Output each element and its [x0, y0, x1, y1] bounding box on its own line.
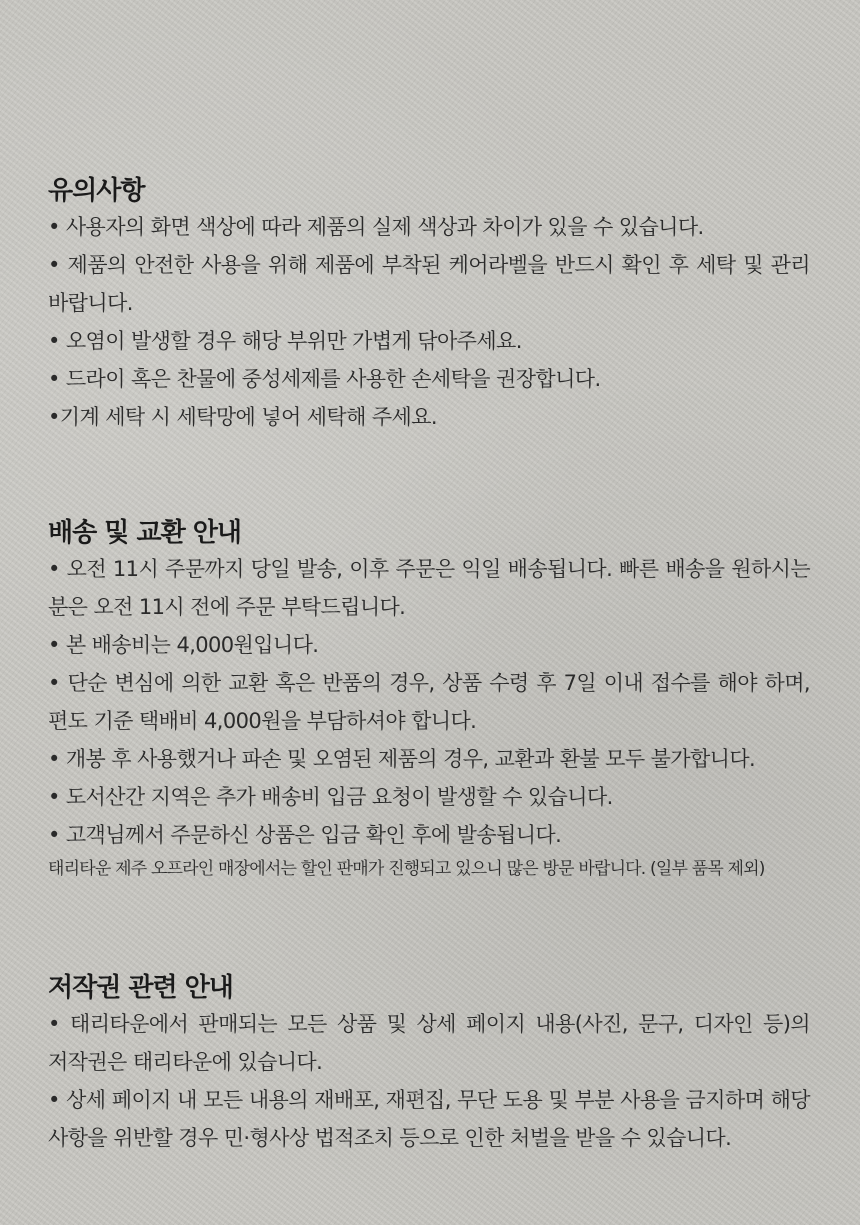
notice-item: • 제품의 안전한 사용을 위해 제품에 부착된 케어라벨을 반드시 확인 후 세탁 및 관리 바랍니다.	[48, 253, 810, 315]
shipping-item: • 오전 11시 주문까지 당일 발송, 이후 주문은 익일 배송됩니다. 빠른 배송을 원하시는 분은 오전 11시 전에 주문 부탁드립니다.	[48, 557, 810, 619]
shipping-item: • 본 배송비는 4,000원입니다.	[48, 633, 319, 657]
shipping-item: • 단순 변심에 의한 교환 혹은 반품의 경우, 상품 수령 후 7일 이내 접수를 해야 하며, 편도 기준 택배비 4,000원을 부담하셔야 합니다.	[48, 671, 810, 733]
notice-item: • 사용자의 화면 색상에 따라 제품의 실제 색상과 차이가 있을 수 있습니다.	[48, 215, 704, 239]
shipping-item: • 개봉 후 사용했거나 파손 및 오염된 제품의 경우, 교환과 환불 모두 불가합니다.	[48, 747, 756, 771]
notice-title: 유의사항	[48, 176, 145, 206]
notice-section	[48, 174, 810, 436]
copyright-item: • 태리타운에서 판매되는 모든 상품 및 상세 페이지 내용(사진, 문구, 디자인 등)의 저작권은 태리타운에 있습니다.	[48, 1012, 810, 1074]
shipping-item: • 도서산간 지역은 추가 배송비 입금 요청이 발생할 수 있습니다.	[48, 785, 613, 809]
copyright-section	[48, 971, 810, 1157]
notice-item: • 오염이 발생할 경우 해당 부위만 가볍게 닦아주세요.	[48, 329, 522, 353]
copyright-item: • 상세 페이지 내 모든 내용의 재배포, 재편집, 무단 도용 및 부분 사용을 금지하며 해당 사항을 위반할 경우 민·형사상 법적조치 등으로 인한 처벌을 받을 수 있습니다.	[48, 1088, 810, 1150]
notice-item: • 드라이 혹은 찬물에 중성세제를 사용한 손세탁을 권장합니다.	[48, 367, 601, 391]
notice-item: •기계 세탁 시 세탁망에 넣어 세탁해 주세요.	[48, 405, 437, 429]
shipping-item: • 고객님께서 주문하신 상품은 입금 확인 후에 발송됩니다.	[48, 823, 562, 847]
shipping-section	[48, 516, 810, 884]
store-note: 태리타운 제주 오프라인 매장에서는 할인 판매가 진행되고 있으니 많은 방문 바랍니다. (일부 품목 제외)	[48, 859, 765, 879]
shipping-title: 배송 및 교환 안내	[48, 518, 241, 548]
copyright-title: 저작권 관련 안내	[48, 973, 233, 1003]
